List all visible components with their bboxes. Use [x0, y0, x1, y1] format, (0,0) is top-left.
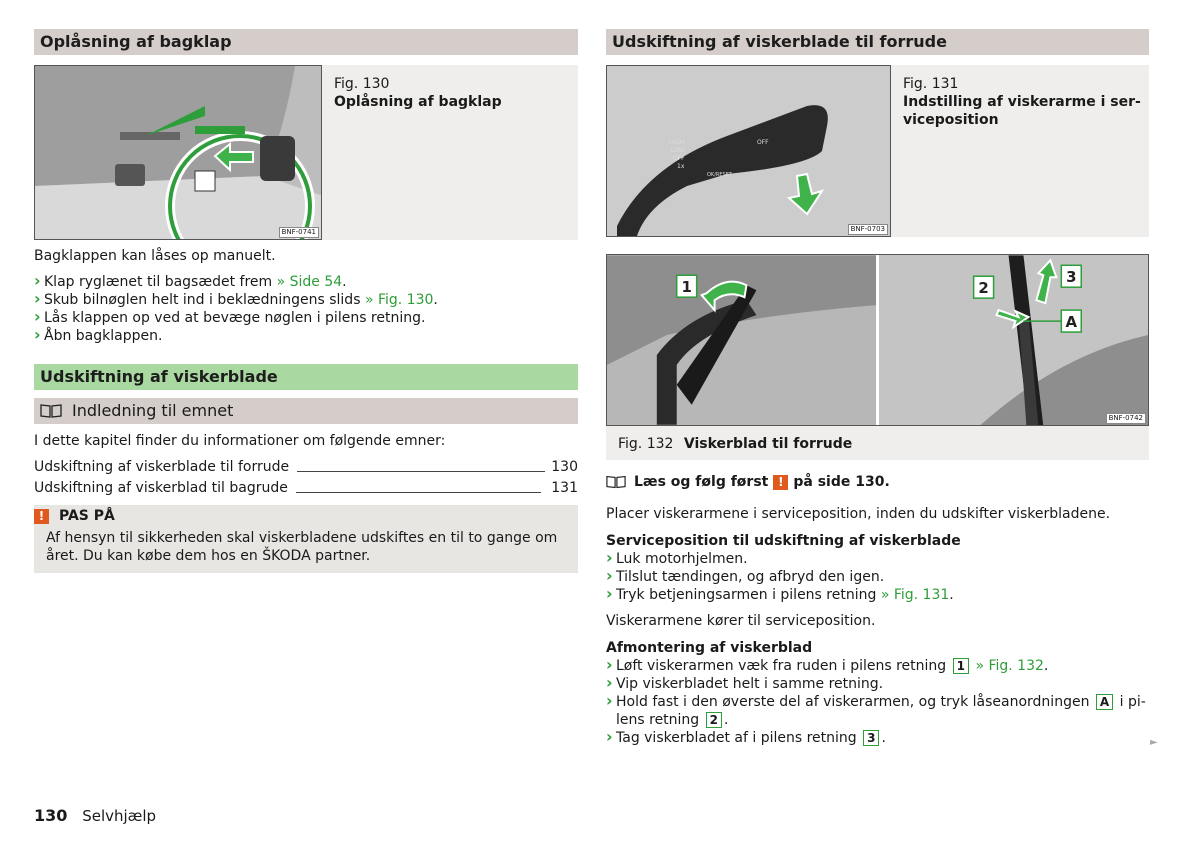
stalk-label-low: LOW — [671, 147, 685, 154]
toc-row[interactable]: Udskiftning af viskerblad til bagrude 131 — [34, 480, 578, 496]
figure-code: BNF-0742 — [1106, 413, 1146, 424]
wiper-lift-illustration — [607, 255, 876, 426]
figure-130-image — [34, 65, 322, 240]
step-item: › Tag viskerbladet af i pilens retning 3 . — [606, 729, 1149, 747]
page-link[interactable]: » Side 54 — [276, 274, 343, 290]
callout-box: A — [1096, 694, 1113, 710]
step-item: › Åbn bagklappen. — [34, 327, 578, 345]
figure-code: BNF-0741 — [279, 227, 319, 238]
wiper-intro: Placer viskerarmene i serviceposition, inden du udskifter viskerbladene. — [606, 506, 1111, 522]
section-title-wipers: Udskiftning af viskerblade — [34, 364, 578, 390]
tailgate-intro: Bagklappen kan låses op manuelt. — [34, 248, 276, 264]
remove-steps — [606, 657, 1149, 747]
figure-link[interactable]: » Fig. 131 — [880, 587, 950, 603]
figure-number: Fig. 132 — [618, 436, 674, 452]
warning-box — [34, 505, 578, 573]
wiper-stalk-illustration — [607, 66, 891, 237]
service-steps — [606, 550, 1149, 604]
toc-list — [34, 455, 578, 497]
stalk-label-off-rear: OFF — [757, 139, 769, 146]
read-first-note: Læs og følg først ! på side 130. — [606, 474, 1149, 490]
step-item: › Lås klappen op ved at bevæge nøglen i pilens retning. — [34, 309, 578, 327]
callout-box: 3 — [863, 730, 879, 746]
figure-code: BNF-0703 — [848, 224, 888, 235]
book-icon — [40, 404, 62, 418]
figure-132-caption — [606, 426, 1149, 460]
warning-text: Af hensyn til sikkerheden skal viskerbladene udskiftes en til to gange om året. Du kan købe dem hos en ŠKODA partner. — [46, 530, 558, 564]
figure-number: Fig. 130 — [334, 76, 390, 92]
warning-icon: ! — [34, 509, 49, 524]
stalk-label-off: OFF — [673, 155, 685, 162]
toc-intro: I dette kapitel finder du informationer om følgende emner: — [34, 433, 446, 449]
figure-title: Oplåsning af bagklap — [334, 94, 502, 110]
warning-header — [34, 507, 566, 525]
right-column — [606, 29, 1149, 747]
step-item: › Klap ryglænet til bagsædet frem » Side 54. — [34, 273, 578, 291]
figure-132 — [606, 254, 1149, 460]
stalk-label-high: HIGH — [669, 139, 685, 146]
callout-box: 1 — [953, 658, 969, 674]
figure-130 — [34, 65, 578, 240]
book-icon — [606, 475, 626, 489]
figure-131-image — [606, 65, 891, 237]
callout-box: 2 — [706, 712, 722, 728]
remove-heading: Afmontering af viskerblad — [606, 640, 813, 656]
stalk-label-okreset: OK/RESET — [707, 172, 732, 178]
figure-131 — [606, 65, 1149, 237]
figure-link[interactable]: » Fig. 132 — [975, 658, 1044, 674]
callout-2: 2 — [978, 279, 989, 298]
callout-a: A — [1065, 313, 1078, 332]
callout-1: 1 — [681, 278, 692, 297]
step-item: › Tryk betjeningsarmen i pilens retning » Fig. 131. — [606, 586, 1149, 604]
figure-130-caption — [322, 65, 502, 240]
figure-link[interactable]: » Fig. 130 — [364, 292, 434, 308]
step-item: › Hold fast i den øverste del af viskerarmen, og tryk låseanordningen A i pi- lens retning 2 . — [606, 693, 1149, 729]
service-heading: Serviceposition til udskiftning af viskerblade — [606, 533, 961, 549]
section-title-tailgate: Oplåsning af bagklap — [34, 29, 578, 55]
step-item: › Luk motorhjelmen. — [606, 550, 1149, 568]
service-result: Viskerarmene kører til serviceposition. — [606, 613, 876, 629]
figure-title-line1: Indstilling af viskerarme i ser- — [903, 94, 1141, 110]
warning-icon: ! — [773, 475, 788, 490]
toc-row[interactable]: Udskiftning af viskerblade til forrude 130 — [34, 459, 578, 475]
stalk-label-1x: 1x — [677, 163, 685, 170]
wiper-release-illustration — [879, 255, 1148, 426]
page-footer — [34, 806, 156, 825]
figure-title: Viskerblad til forrude — [683, 436, 853, 452]
tailgate-illustration — [35, 66, 322, 240]
step-item: › Vip viskerbladet helt i samme retning. — [606, 675, 1149, 693]
footer-section: Selvhjælp — [82, 807, 157, 825]
step-item: › Løft viskerarmen væk fra ruden i pilens retning 1 » Fig. 132. — [606, 657, 1149, 675]
left-column — [34, 29, 578, 573]
figure-131-caption — [891, 65, 1141, 237]
warning-title: PAS PÅ — [59, 508, 115, 524]
step-item: › Tilslut tændingen, og afbryd den igen. — [606, 568, 1149, 586]
tailgate-steps — [34, 273, 578, 345]
figure-number: Fig. 131 — [903, 76, 959, 92]
step-item: › Skub bilnøglen helt ind i beklædningens slids » Fig. 130. — [34, 291, 578, 309]
subsection-title: Indledning til emnet — [34, 398, 578, 424]
page-number: 130 — [34, 806, 68, 825]
continue-arrow-icon: ► — [1150, 737, 1158, 748]
figure-title-line2: viceposition — [903, 112, 999, 128]
callout-3: 3 — [1066, 268, 1077, 287]
figure-132-image — [606, 254, 1149, 426]
section-title-windscreen-wipers: Udskiftning af viskerblade til forrude — [606, 29, 1149, 55]
